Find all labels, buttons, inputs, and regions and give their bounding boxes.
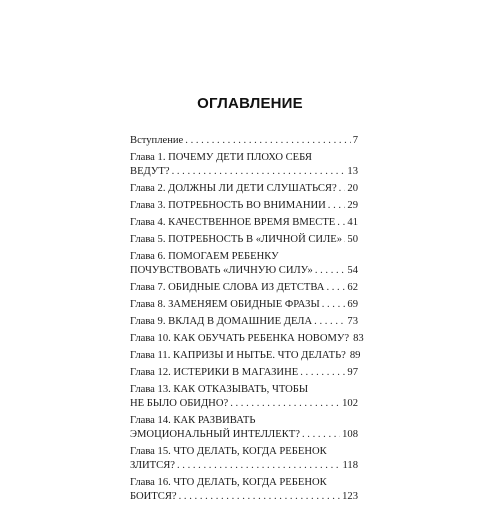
toc-entry-text: Глава 10. КАК ОБУЧАТЬ РЕБЕНКА НОВОМУ? [130, 333, 350, 344]
toc-entry-line [130, 383, 358, 397]
toc-entry-text: Глава 4. КАЧЕСТВЕННОЕ ВРЕМЯ ВМЕСТЕ [130, 217, 336, 228]
toc-page-number: 108 [342, 429, 358, 440]
toc-entry-text: Глава 7. ОБИДНЫЕ СЛОВА ИЗ ДЕТСТВА [130, 282, 325, 293]
dot-leader [179, 490, 340, 504]
toc-entry [130, 182, 358, 196]
toc-page-number: 29 [347, 200, 358, 211]
toc-entry-text: Глава 14. КАК РАЗВИВАТЬ [130, 415, 256, 426]
dot-leader [300, 366, 345, 380]
toc-page-number: 97 [347, 367, 358, 378]
toc-entry-text: Глава 11. КАПРИЗЫ И НЫТЬЕ. ЧТО ДЕЛАТЬ? [130, 350, 346, 361]
dot-leader [322, 298, 346, 312]
toc-entry-last-line [130, 315, 358, 329]
toc-entry-last-line [130, 428, 358, 442]
toc-entry [130, 414, 358, 442]
toc-entry-line [130, 414, 358, 428]
toc-entry-text: ВЕДУТ? [130, 166, 170, 177]
toc-entry-text: ЗЛИТСЯ? [130, 460, 175, 471]
toc-entry-last-line [130, 281, 358, 295]
toc-entry-text: ПОЧУВСТВОВАТЬ «ЛИЧНУЮ СИЛУ» [130, 265, 313, 276]
toc-page-number: 102 [342, 398, 358, 409]
toc-page-number: 83 [353, 333, 364, 344]
toc-entry-last-line [130, 264, 358, 278]
dot-leader [314, 315, 345, 329]
toc-entry-text: Глава 16. ЧТО ДЕЛАТЬ, КОГДА РЕБЕНОК [130, 477, 327, 488]
toc-entry [130, 315, 358, 329]
dot-leader [315, 264, 346, 278]
toc-entry-last-line [130, 134, 358, 148]
toc-entry-last-line [130, 165, 358, 179]
toc-entry-text: Глава 2. ДОЛЖНЫ ЛИ ДЕТИ СЛУШАТЬСЯ? [130, 183, 337, 194]
toc-entry-text: Глава 15. ЧТО ДЕЛАТЬ, КОГДА РЕБЕНОК [130, 446, 327, 457]
dot-leader [185, 134, 350, 148]
toc-page-number: 89 [349, 350, 361, 361]
toc-page-number: 54 [347, 265, 358, 276]
toc-entry [130, 476, 358, 504]
toc-page-number: 73 [347, 316, 358, 327]
toc-entry-text: Глава 3. ПОТРЕБНОСТЬ ВО ВНИМАНИИ [130, 200, 326, 211]
toc-entry [130, 216, 358, 230]
toc-page-number: 20 [347, 183, 358, 194]
toc-entry-last-line [130, 298, 358, 312]
dot-leader [326, 281, 345, 295]
toc-entry-text: ЭМОЦИОНАЛЬНЫЙ ИНТЕЛЛЕКТ? [130, 429, 300, 440]
page-title: ОГЛАВЛЕНИЕ [197, 95, 303, 112]
toc-entry [130, 383, 358, 411]
toc-entry-text: Глава 1. ПОЧЕМУ ДЕТИ ПЛОХО СЕБЯ [130, 152, 312, 163]
toc-page-number: 69 [347, 299, 358, 310]
toc-entry-text: НЕ БЫЛО ОБИДНО? [130, 398, 229, 409]
toc-page-number: 13 [347, 166, 358, 177]
dot-leader [337, 216, 345, 230]
toc-entry-last-line [130, 216, 358, 230]
toc-page-number: 7 [352, 135, 358, 146]
toc-entry-last-line [130, 349, 361, 363]
toc-entry [130, 349, 361, 363]
toc-entry [130, 233, 358, 247]
dot-leader [328, 199, 346, 213]
toc-entry-last-line [130, 490, 358, 504]
dot-leader [339, 182, 346, 196]
toc-page-number: 41 [347, 217, 358, 228]
toc-page-number: 62 [347, 282, 358, 293]
toc-entry-text: Вступление [130, 135, 184, 146]
toc-entry-line [130, 476, 358, 490]
toc-entry-text: Глава 6. ПОМОГАЕМ РЕБЕНКУ [130, 251, 279, 262]
toc-entry-last-line [130, 459, 358, 473]
toc-entry-last-line [130, 233, 358, 247]
toc-entry-line [130, 151, 358, 165]
toc-entry-text: Глава 5. ПОТРЕБНОСТЬ В «ЛИЧНОЙ СИЛЕ» [130, 234, 343, 245]
toc-entry-text: БОИТСЯ? [130, 491, 177, 502]
toc-entry-text: Глава 13. КАК ОТКАЗЫВАТЬ, ЧТОБЫ [130, 384, 309, 395]
toc-entry [130, 250, 358, 278]
toc-entry-last-line [130, 366, 358, 380]
dot-leader [230, 397, 340, 411]
toc-entry [130, 281, 358, 295]
toc-entry-last-line [130, 182, 358, 196]
toc-entry [130, 445, 358, 473]
toc-page-number: 118 [342, 460, 358, 471]
toc-entry [130, 332, 364, 346]
dot-leader [172, 165, 346, 179]
toc-entry-text: Глава 9. ВКЛАД В ДОМАШНИЕ ДЕЛА [130, 316, 313, 327]
toc-entry-last-line [130, 332, 364, 346]
table-of-contents [130, 134, 364, 507]
dot-leader [344, 233, 345, 247]
toc-entry-line [130, 445, 358, 459]
toc-entry-text: Глава 12. ИСТЕРИКИ В МАГАЗИНЕ [130, 367, 299, 378]
toc-entry-last-line [130, 397, 358, 411]
toc-entry [130, 366, 358, 380]
toc-entry [130, 298, 358, 312]
toc-page-number: 50 [347, 234, 358, 245]
toc-entry-last-line [130, 199, 358, 213]
toc-page-number: 123 [342, 491, 358, 502]
toc-entry [130, 134, 358, 148]
toc-entry-line [130, 250, 358, 264]
dot-leader [177, 459, 341, 473]
toc-entry [130, 199, 358, 213]
dot-leader [302, 428, 340, 442]
toc-entry [130, 151, 358, 179]
toc-entry-text: Глава 8. ЗАМЕНЯЕМ ОБИДНЫЕ ФРАЗЫ [130, 299, 320, 310]
